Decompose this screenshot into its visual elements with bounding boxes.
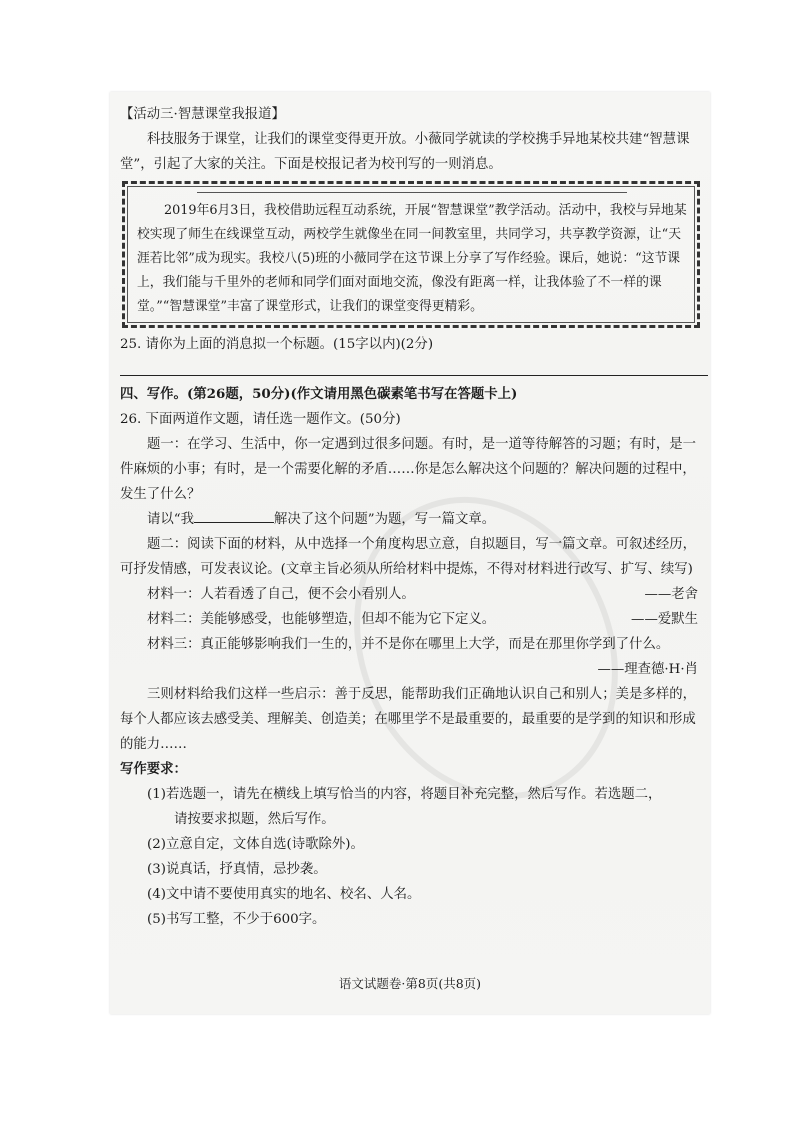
news-text: 2019年6月3日，我校借助远程互动系统，开展“智慧课堂”教学活动。活动中，我校与异地某校实现了师生在线课堂互动，两校学生就像坐在同一间教室里，共同学习，共享教学资源，让“天涯若比邻”成为现实。我校八(5)班的小薇同学在这节课上分享了写作经验。课后，她说：“这节课上，我们能与千里外的老师和同学们面对面地交流，像没有距离一样，让我体验了不一样的课堂。”“智慧课堂”丰富了课堂形式，让我们的课堂变得更精彩。 <box>137 203 687 314</box>
topic-one-prompt-b: 解决了这个问题”为题，写一篇文章。 <box>274 512 496 527</box>
requirement-5: (5)书写工整，不少于600字。 <box>147 912 326 927</box>
material-1-author: ——老舍 <box>644 587 698 602</box>
topic-one: 题一：在学习、生活中，你一定遇到过很多问题。有时，是一道等待解答的习题；有时，是一件麻烦的小事；有时，是一个需要化解的矛盾……你是怎么解决这个问题的？解决问题的过程中，发生了什么？ <box>120 437 697 502</box>
answer-line-25 <box>120 357 708 376</box>
question-25: 25. 请你为上面的消息拟一个标题。(15字以内)(2分) <box>120 337 434 352</box>
requirement-4: (4)文中请不要使用真实的地名、校名、人名。 <box>147 887 421 902</box>
title-blank <box>194 510 274 523</box>
activity-intro: 科技服务于课堂，让我们的课堂变得更开放。小薇同学就读的学校携手异地某校共建“智慧课堂”，引起了大家的关注。下面是校报记者为校刊写的一则消息。 <box>120 132 690 172</box>
requirement-1-cont: 请按要求拟题，然后写作。 <box>174 812 335 827</box>
question-26: 26. 下面两道作文题，请任选一题作文。(50分) <box>120 412 401 427</box>
topic-one-prompt-a: 请以“我 <box>147 512 195 527</box>
exam-page <box>110 92 710 1014</box>
topic-one-prompt <box>120 507 704 532</box>
material-1 <box>120 582 704 607</box>
section-writing-heading: 四、写作。(第26题，50分)(作文请用黑色碳素笔书写在答题卡上) <box>120 386 518 402</box>
page-footer: 语文试题卷·第8页(共8页) <box>338 976 482 991</box>
activity-title: 【活动三·智慧课堂我报道】 <box>120 107 285 122</box>
material-1-text: 材料一：人若看透了自己，便不会小看别人。 <box>147 587 415 602</box>
material-3-author: ——理查德·H·肖 <box>597 662 698 677</box>
requirement-3: (3)说真话，抒真情，忌抄袭。 <box>147 862 327 877</box>
material-2 <box>120 607 704 632</box>
news-box <box>122 181 700 328</box>
requirement-1: (1)若选题一，请先在横线上填写恰当的内容，将题目补充完整，然后写作。若选题二， <box>147 787 662 802</box>
topic-two: 题二：阅读下面的材料，从中选择一个角度构思立意，自拟题目，写一篇文章。可叙述经历，可抒发情感，可发表议论。(文章主旨必须从所给材料中提炼，不得对材料进行改写、扩写、续写) <box>120 537 697 577</box>
inspiration-text: 三则材料给我们这样一些启示：善于反思，能帮助我们正确地认识自己和别人；美是多样的，每个人都应该去感受美、理解美、创造美；在哪里学不是最重要的，最重要的是学到的知识和形成的能力…… <box>120 687 697 752</box>
material-3-text: 材料三：真正能够影响我们一生的，并不是你在哪里上大学，而是在那里你学到了什么。 <box>147 637 670 652</box>
material-2-author: ——爱默生 <box>631 612 698 627</box>
requirements-title: 写作要求： <box>120 761 187 777</box>
material-2-text: 材料二：美能够感受，也能够塑造，但却不能为它下定义。 <box>147 612 496 627</box>
requirement-2: (2)立意自定，文体自选(诗歌除外)。 <box>147 837 364 852</box>
news-title-line <box>197 192 627 193</box>
